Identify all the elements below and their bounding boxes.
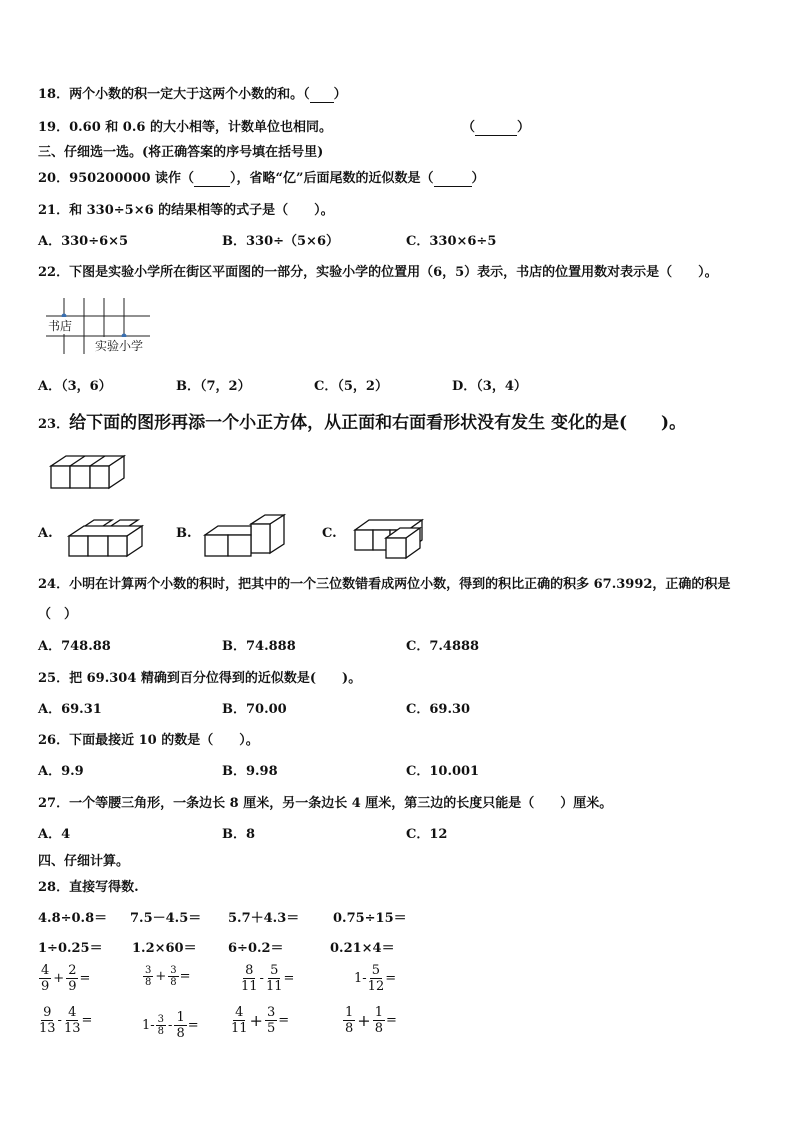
question-27: 27．一个等腰三角形，一条边长 8 厘米，另一条边长 4 厘米，第三边的长度只能是（ ）厘米。 [38, 796, 613, 811]
question-23: 23．给下面的图形再添一个小正方体，从正面和右面看形状没有发生 变化的是( )。 [38, 413, 687, 433]
answer-blank[interactable] [434, 171, 472, 187]
q22-option-c[interactable]: C．（5，2） [314, 379, 388, 394]
q27-option-a[interactable]: A．4 [38, 827, 71, 842]
q23-option-c[interactable]: C. [322, 526, 337, 541]
fraction-item: $\frac{8}{11}$ - $\frac{5}{11}$ = [241, 963, 295, 994]
cube-figure-c [350, 514, 436, 562]
question-21: 21．和 330÷5×6 的结果相等的式子是（ ）。 [38, 203, 334, 218]
fraction-item: $\frac{4}{9}$ + $\frac{2}{9}$ = [41, 963, 91, 994]
q25-option-b[interactable]: B．70.00 [222, 702, 287, 717]
question-19-answer: （ ） [462, 120, 531, 135]
fraction-item: $\frac{3}{8}$ + $\frac{3}{8}$ = [145, 965, 191, 988]
q22-option-b[interactable]: B．（7，2） [176, 379, 251, 394]
q25-option-c[interactable]: C．69.30 [406, 702, 471, 717]
question-24: 24．小明在计算两个小数的积时，把其中的一个三位数错看成两位小数，得到的积比正确的积多 67.3992，正确的积是 [38, 577, 731, 592]
q24-option-b[interactable]: B．74.888 [222, 639, 296, 654]
q23-option-a[interactable]: A. [38, 526, 53, 541]
map-label-school: 实验小学 [95, 339, 144, 353]
question-20: 20．950200000 读作（ ），省略“亿”后面尾数的近似数是（ ） [38, 171, 485, 186]
section-3-heading: 三、仔细选一选。(将正确答案的序号填在括号里) [38, 145, 324, 160]
calc-item: 4.8÷0.8＝ [38, 911, 108, 926]
q25-option-a[interactable]: A．69.31 [38, 702, 102, 717]
fraction-item: $\frac{4}{11}$ + $\frac{3}{5}$ = [231, 1005, 290, 1036]
fraction-item: $\frac{9}{13}$ - $\frac{4}{13}$ = [39, 1005, 93, 1036]
q21-option-c[interactable]: C．330×6÷5 [406, 234, 497, 249]
q26-option-c[interactable]: C．10.001 [406, 764, 480, 779]
question-26: 26．下面最接近 10 的数是（ ）。 [38, 733, 259, 748]
fraction-item: $\frac{1}{8}$ + $\frac{1}{8}$ = [345, 1005, 397, 1036]
calc-item: 1.2×60＝ [132, 941, 197, 956]
calc-item: 7.5－4.5＝ [130, 911, 202, 926]
calc-item: 6÷0.2＝ [228, 941, 284, 956]
q24-option-a[interactable]: A．748.88 [38, 639, 111, 654]
cube-figure-b [202, 512, 294, 560]
q22-option-a[interactable]: A．（3，6） [38, 379, 112, 394]
section-4-heading: 四、仔细计算。 [38, 854, 130, 869]
q24-option-c[interactable]: C．7.4888 [406, 639, 480, 654]
answer-blank[interactable] [194, 171, 230, 187]
question-28: 28．直接写得数. [38, 880, 139, 895]
q23-option-b[interactable]: B. [176, 526, 192, 541]
q27-option-c[interactable]: C．12 [406, 827, 448, 842]
q22-option-d[interactable]: D．（3，4） [452, 379, 527, 394]
q26-option-a[interactable]: A．9.9 [38, 764, 84, 779]
q26-option-b[interactable]: B．9.98 [222, 764, 278, 779]
map-label-bookstore: 书店 [48, 319, 73, 333]
q27-option-b[interactable]: B．8 [222, 827, 256, 842]
question-19: 19．0.60 和 0.6 的大小相等，计数单位也相同。 [38, 120, 332, 135]
question-18: 18．两个小数的积一定大于这两个小数的和。（ ） [38, 87, 347, 102]
calc-item: 0.75÷15＝ [333, 911, 407, 926]
answer-blank[interactable] [475, 120, 517, 136]
fraction-item: 1- $\frac{5}{12}$ = [354, 963, 397, 994]
calc-item: 0.21×4＝ [330, 941, 395, 956]
question-22: 22．下图是实验小学所在街区平面图的一部分，实验小学的位置用（6，5）表示，书店的位置用数对表示是（ ）。 [38, 265, 718, 280]
question-24-blank[interactable]: （ ） [38, 607, 78, 622]
calc-item: 5.7＋4.3＝ [228, 911, 300, 926]
answer-blank[interactable] [310, 87, 334, 103]
calc-item: 1÷0.25＝ [38, 941, 103, 956]
question-25: 25．把 69.304 精确到百分位得到的近似数是( )。 [38, 671, 362, 686]
cube-figure-a [66, 518, 152, 560]
fraction-item: 1- $\frac{3}{8}$ - $\frac{1}{8}$ = [142, 1010, 199, 1041]
q21-option-b[interactable]: B．330÷（5×6） [222, 234, 340, 249]
cube-figure-original [48, 452, 130, 492]
q21-option-a[interactable]: A．330÷6×5 [38, 234, 129, 249]
